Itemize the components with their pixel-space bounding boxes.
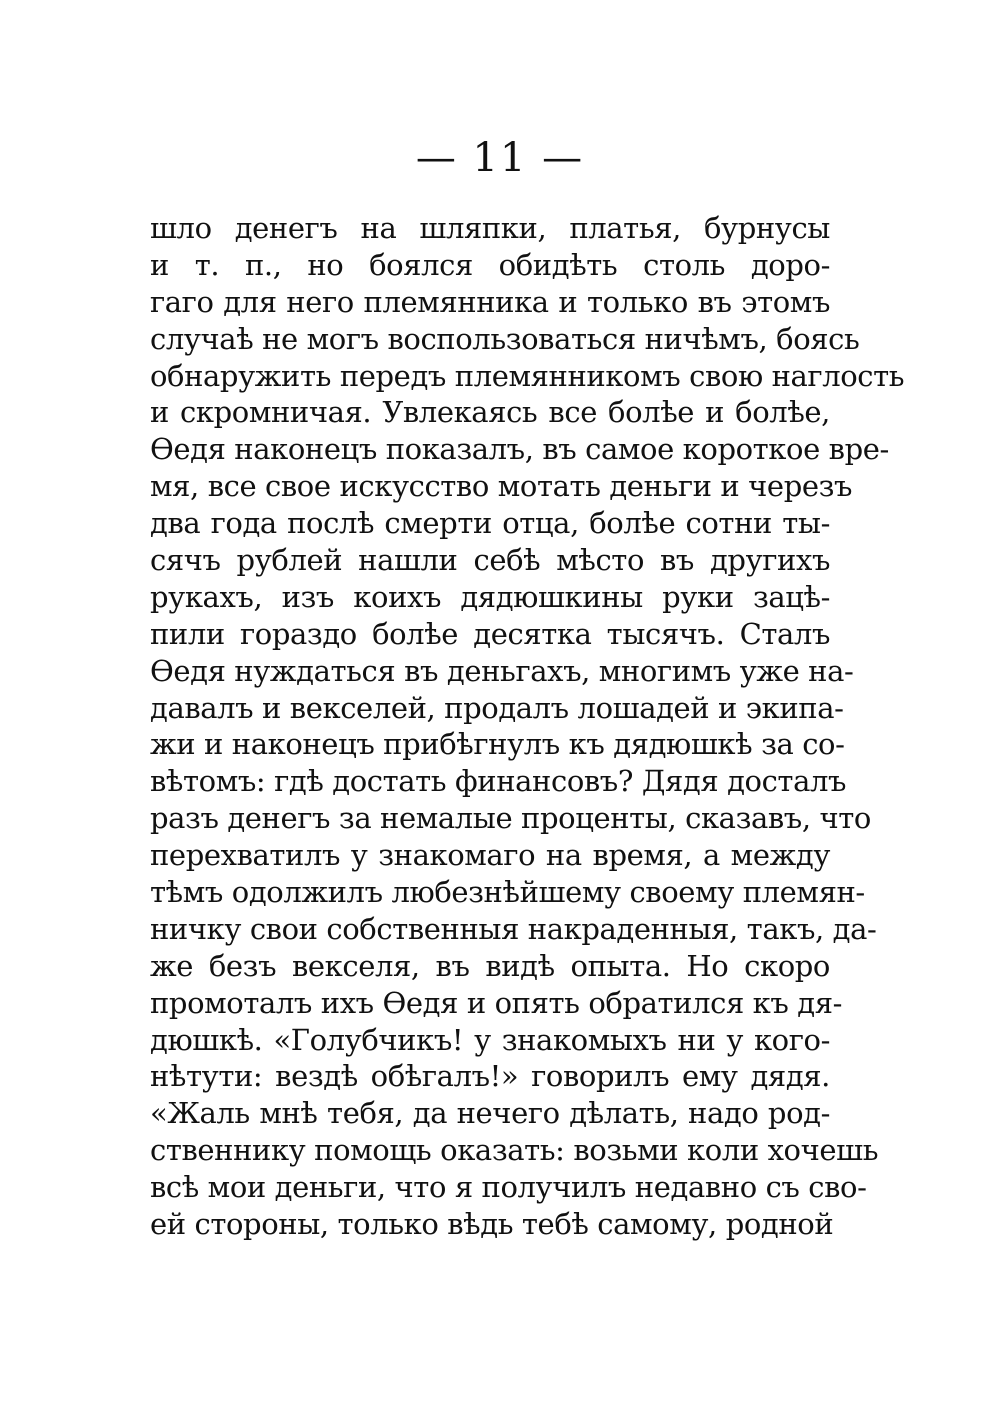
text-line: мя, все свое искусство мотать деньги и черезъ	[150, 469, 853, 504]
text-line: ничку свои собственныя накраденныя, такъ, да-	[150, 911, 877, 946]
text-line: сячъ рублей нашли себѣ мѣсто въ другихъ	[150, 543, 830, 578]
text-line: дюшкѣ. «Голубчикъ! у знакомыхъ ни у кого-	[150, 1022, 830, 1057]
text-line: нѣтути: вездѣ обѣгалъ!» говорилъ ему дядя.	[150, 1059, 830, 1094]
text-line: шло денегъ на шляпки, платья, бурнусы	[150, 211, 830, 245]
text-line: ственнику помощь оказать: возьми коли хочешь	[150, 1133, 879, 1168]
text-line: вѣтомъ: гдѣ достать финансовъ? Дядя досталъ	[150, 764, 847, 799]
text-line: случаѣ не могъ воспользоваться ничѣмъ, боясь	[150, 321, 860, 356]
text-line: «Жаль мнѣ тебя, да нечего дѣлать, надо род-	[150, 1096, 830, 1131]
text-line: промоталъ ихъ Ѳедя и опять обратился къ дя-	[150, 985, 842, 1020]
text-line: тѣмъ одолжилъ любезнѣйшему своему племян-	[150, 875, 865, 910]
text-line: и скромничая. Увлекаясь все болѣе и болѣе,	[150, 395, 830, 430]
text-line: перехватилъ у знакомаго на время, а между	[150, 838, 830, 873]
text-line: разъ денегъ за немалые проценты, сказавъ, что	[150, 801, 871, 836]
text-line: Ѳедя наконецъ показалъ, въ самое короткое вре-	[150, 432, 889, 467]
text-line: два года послѣ смерти отца, болѣе сотни ты-	[150, 506, 830, 541]
text-line: обнаружить передъ племянникомъ свою наглость	[150, 358, 905, 393]
text-line: всѣ мои деньги, что я получилъ недавно съ сво-	[150, 1170, 867, 1205]
text-line: рукахъ, изъ коихъ дядюшкины руки зацѣ-	[150, 579, 830, 614]
text-line: и т. п., но боялся обидѣть столь доро-	[150, 247, 830, 282]
body-text	[150, 210, 905, 1243]
text-line: же безъ векселя, въ видѣ опыта. Но скоро	[150, 948, 830, 983]
page-number: — 11 —	[415, 135, 585, 181]
text-line: пили гораздо болѣе десятка тысячъ. Сталъ	[150, 616, 830, 651]
text-line: гаго для него племянника и только въ этомъ	[150, 284, 830, 319]
text-line: ей стороны, только вѣдь тебѣ самому, родной	[150, 1207, 834, 1242]
text-line: жи и наконецъ прибѣгнулъ къ дядюшкѣ за со-	[150, 727, 845, 762]
text-line: давалъ и векселей, продалъ лошадей и экипа-	[150, 690, 844, 725]
text-line: Ѳедя нуждаться въ деньгахъ, многимъ уже на-	[150, 653, 854, 688]
